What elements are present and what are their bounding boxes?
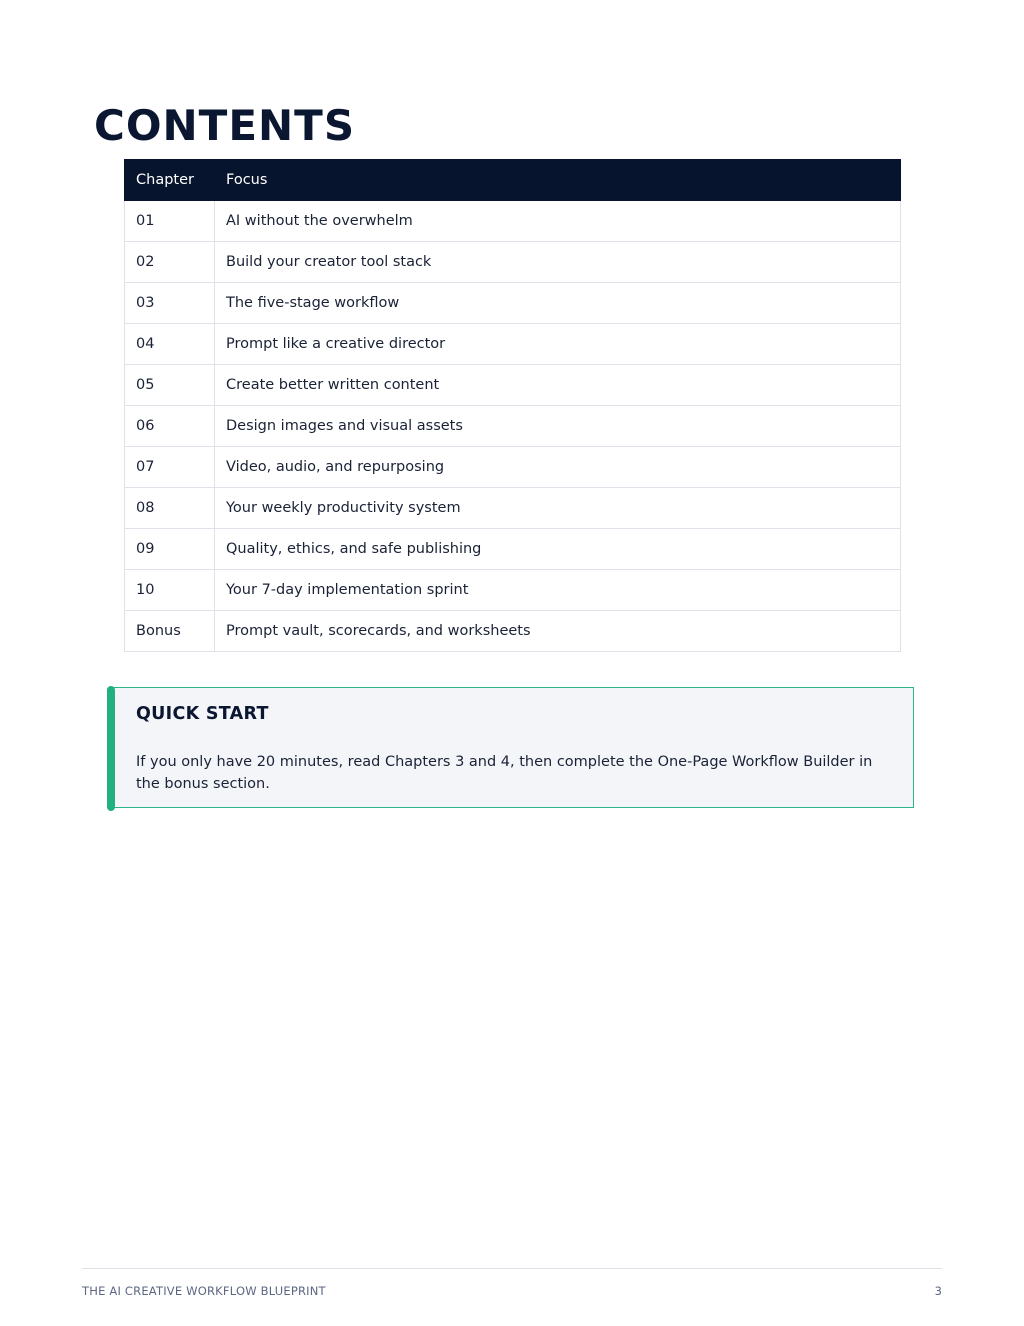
table-row <box>125 365 901 406</box>
chapter-number: 10 <box>125 570 215 611</box>
chapter-focus: Build your creator tool stack <box>215 242 901 283</box>
table-row <box>125 406 901 447</box>
callout-text: If you only have 20 minutes, read Chapters 3 and 4, then complete the One-Page Workflow Builder in the bonus section. <box>136 754 873 792</box>
table-row <box>125 242 901 283</box>
chapter-focus: Prompt vault, scorecards, and worksheets <box>215 611 901 652</box>
quick-start-callout <box>107 686 914 808</box>
table-row <box>125 447 901 488</box>
chapter-number: 01 <box>125 201 215 242</box>
page-number: 3 <box>934 1284 942 1298</box>
contents-table <box>124 159 901 652</box>
chapter-focus: Design images and visual assets <box>215 406 901 447</box>
chapter-number: 03 <box>125 283 215 324</box>
callout-accent-bar <box>107 686 115 811</box>
column-header-focus: Focus <box>215 160 901 201</box>
footer-divider <box>82 1268 942 1269</box>
chapter-focus: Your 7-day implementation sprint <box>215 570 901 611</box>
chapter-number: 06 <box>125 406 215 447</box>
chapter-number: 04 <box>125 324 215 365</box>
callout-title: QUICK START <box>136 704 269 724</box>
table-header <box>125 160 901 201</box>
chapter-number: 07 <box>125 447 215 488</box>
chapter-focus: Quality, ethics, and safe publishing <box>215 529 901 570</box>
table-row <box>125 529 901 570</box>
chapter-focus: Video, audio, and repurposing <box>215 447 901 488</box>
table-row <box>125 488 901 529</box>
table-header-row <box>125 160 901 201</box>
table-row <box>125 570 901 611</box>
chapter-number: 05 <box>125 365 215 406</box>
chapter-focus: Prompt like a creative director <box>215 324 901 365</box>
chapter-number: 02 <box>125 242 215 283</box>
table-body <box>125 201 901 652</box>
chapter-focus: Create better written content <box>215 365 901 406</box>
table-row <box>125 324 901 365</box>
chapter-focus: AI without the overwhelm <box>215 201 901 242</box>
chapter-number: 08 <box>125 488 215 529</box>
callout-box <box>111 687 914 808</box>
chapter-number: 09 <box>125 529 215 570</box>
table-row <box>125 611 901 652</box>
column-header-chapter: Chapter <box>125 160 215 201</box>
chapter-focus: Your weekly productivity system <box>215 488 901 529</box>
chapter-focus: The five-stage workflow <box>215 283 901 324</box>
page-title: CONTENTS <box>94 101 356 150</box>
table-row <box>125 283 901 324</box>
table-row <box>125 201 901 242</box>
chapter-number: Bonus <box>125 611 215 652</box>
footer-book-title: THE AI CREATIVE WORKFLOW BLUEPRINT <box>82 1284 326 1298</box>
